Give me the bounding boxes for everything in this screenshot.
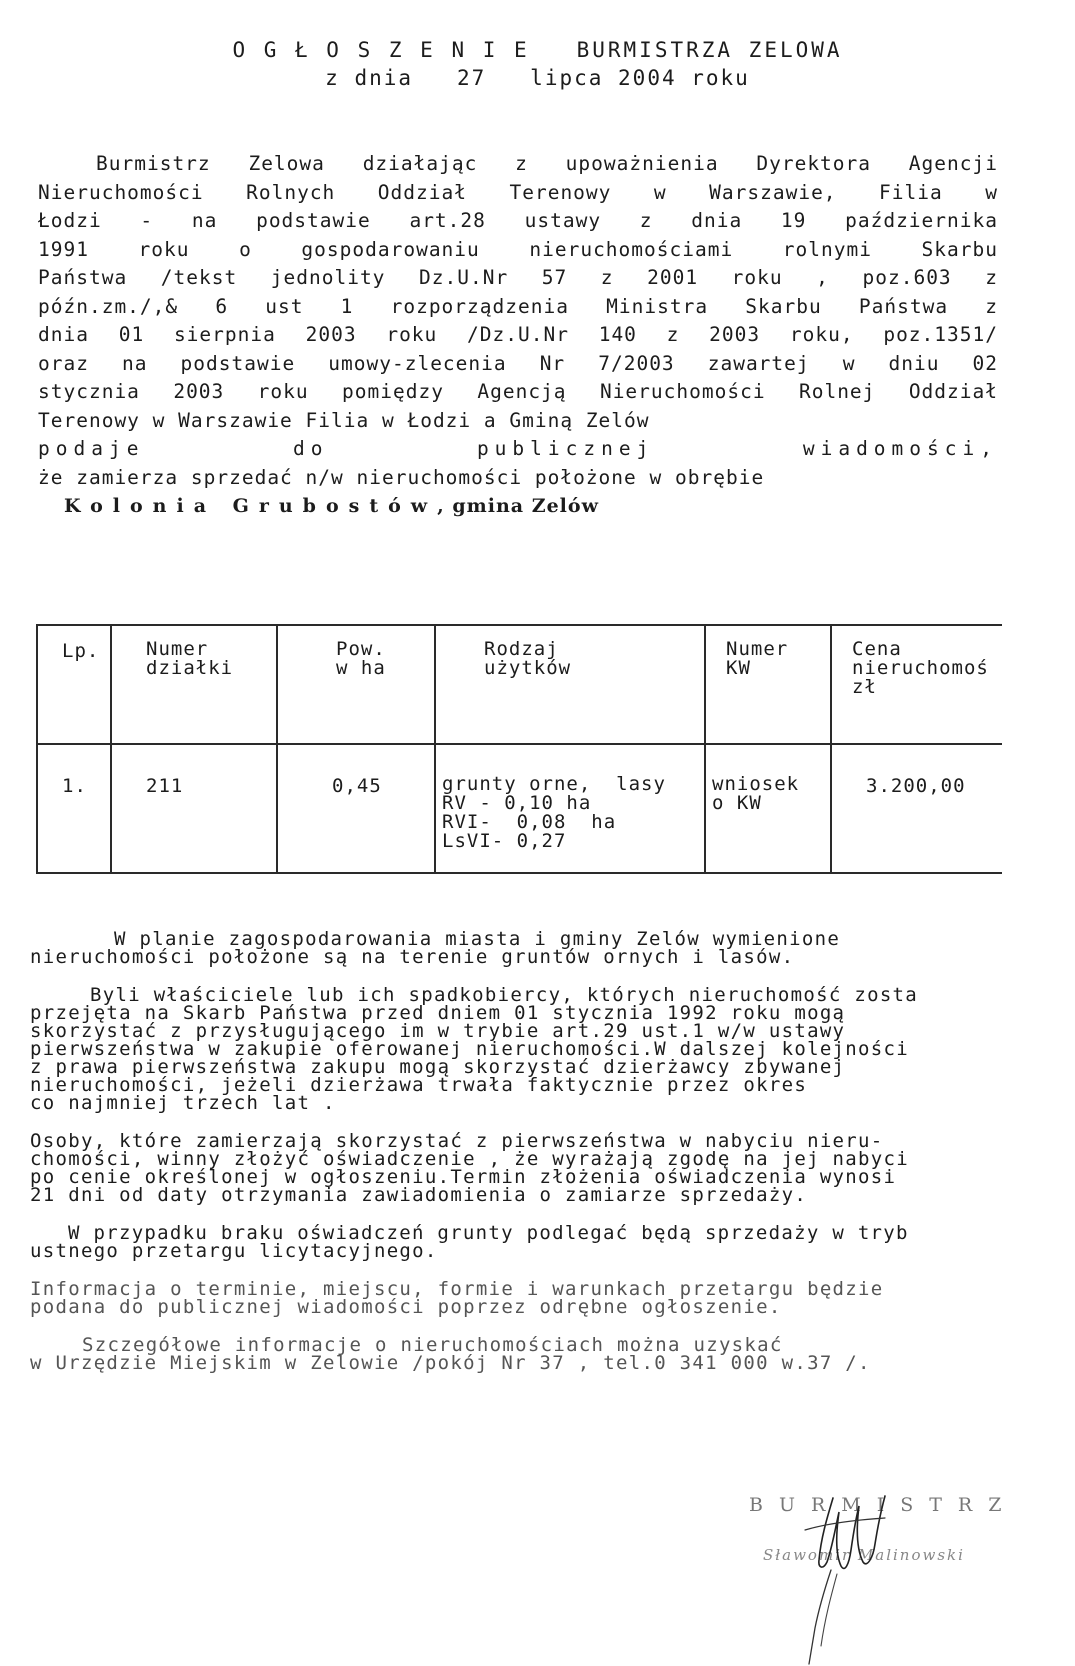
header-cell bbox=[831, 625, 1002, 744]
cell-pow: 0,45 bbox=[332, 775, 382, 797]
intro-line: Państwa /tekst jednolity Dz.U.Nr 57 z 2001 roku , poz.603 z bbox=[38, 266, 998, 289]
cell-lp: 1. bbox=[62, 775, 87, 797]
paragraph-line: podana do publicznej wiadomości poprzez odrębne ogłoszenie. bbox=[30, 1296, 782, 1318]
header-cell bbox=[277, 625, 435, 744]
paragraph-line: nieruchomości, jeżeli dzierżawa trwała faktycznie przez okres bbox=[30, 1074, 808, 1096]
header-cell bbox=[37, 625, 111, 744]
paragraph-line: po cenie określonej w ogłoszeniu.Termin złożenia oświadczenia wynosi bbox=[30, 1166, 897, 1188]
header-lp: Lp. bbox=[62, 640, 100, 662]
paragraph-line: skorzystać z przysługującego im w trybie art.29 ust.1 w/w ustawy bbox=[30, 1020, 846, 1042]
paragraph-line: W przypadku braku oświadczeń grunty podlegać będą sprzedaży w tryb bbox=[68, 1222, 909, 1244]
paragraph-line: Byli właściciele lub ich spadkobiercy, których nieruchomość zosta bbox=[90, 984, 919, 1006]
village-line bbox=[38, 492, 998, 521]
paragraph-line: przejęta na Skarb Państwa przed dniem 01 stycznia 1992 roku mogą bbox=[30, 1002, 846, 1024]
header-cena: Cena nieruchomoś zł bbox=[852, 638, 989, 698]
cell-numer-kw: wniosek o KW bbox=[712, 773, 800, 814]
intro-line: stycznia 2003 roku pomiędzy Agencją Nieruchomości Rolnej Oddział bbox=[38, 380, 998, 403]
paragraph-zoning bbox=[30, 930, 1035, 966]
table-row bbox=[37, 744, 1002, 873]
intro-line: 1991 roku o gospodarowaniu nieruchomościami rolnymi Skarbu bbox=[38, 237, 998, 261]
intro-line: Burmistrz Zelowa działając z upoważnienia Dyrektora Agencji bbox=[96, 152, 998, 175]
header-cell bbox=[111, 625, 277, 744]
paragraph-line: ustnego przetargu licytacyjnego. bbox=[30, 1240, 438, 1262]
cell bbox=[435, 744, 705, 873]
paragraph-line: chomości, winny złożyć oświadczenie , że wyrażają zgodę na jej nabyci bbox=[30, 1148, 909, 1170]
cell bbox=[111, 744, 277, 873]
table-header-row bbox=[37, 625, 1002, 744]
paragraph-line: nieruchomości położone są na terenie gruntów ornych i lasów. bbox=[30, 946, 795, 968]
paragraph-line: Informacja o terminie, miejscu, formie i warunkach przetargu będzie bbox=[30, 1278, 884, 1300]
cell bbox=[831, 744, 1002, 873]
intro-line: dnia 01 sierpnia 2003 roku /Dz.U.Nr 140 z 2003 roku, poz.1351/ bbox=[38, 323, 998, 346]
intro-line: Nieruchomości Rolnych Oddział Terenowy w Warszawie, Filia w bbox=[38, 180, 998, 204]
cell bbox=[37, 744, 111, 873]
paragraph-contact bbox=[30, 1336, 1035, 1372]
signature-title: BURMISTRZ bbox=[749, 1494, 1018, 1516]
intro-line-spaced: podaje do publicznej wiadomości, bbox=[38, 437, 998, 460]
paragraph-auction bbox=[30, 1224, 1035, 1260]
paragraph-line: pierwszeństwa w zakupie oferowanej nieruchomości.W dalszej kolejności bbox=[30, 1038, 909, 1060]
paragraph-line: Szczegółowe informacje o nieruchomościach można uzyskać bbox=[82, 1334, 783, 1356]
paragraph-line: 21 dni od daty otrzymania zawiadomienia o zamiarze sprzedaży. bbox=[30, 1184, 808, 1206]
document-date: z dnia 27 lipca 2004 roku bbox=[325, 66, 750, 90]
header-numer-kw: Numer KW bbox=[726, 638, 789, 679]
paragraph-declaration bbox=[30, 1132, 1035, 1204]
village-suffix: , gmina Zelów bbox=[437, 495, 599, 517]
header-cell bbox=[435, 625, 705, 744]
header-rodzaj: Rodzaj użytków bbox=[484, 638, 572, 679]
intro-line: Terenowy w Warszawie Filia w Łodzi a Gminą Zelów bbox=[38, 408, 650, 432]
signature-stamp bbox=[735, 1478, 1035, 1666]
header-cell bbox=[705, 625, 831, 744]
header-pow: Pow. w ha bbox=[336, 638, 386, 679]
header-numer-dzialki: Numer działki bbox=[146, 638, 234, 679]
cell-rodzaj: grunty orne, lasy RV - 0,10 ha RVI- 0,08 ha LsVI- 0,27 bbox=[442, 773, 666, 852]
paragraph-line: w Urzędzie Miejskim w Zelowie /pokój Nr 37 , tel.0 341 000 w.37 /. bbox=[30, 1352, 871, 1374]
notice-body bbox=[30, 930, 1035, 1392]
property-table bbox=[36, 624, 1002, 874]
intro-line: oraz na podstawie umowy-zlecenia Nr 7/2003 zawartej w dniu 02 bbox=[38, 351, 998, 375]
intro-line: że zamierza sprzedać n/w nieruchomości położone w obrębie bbox=[38, 465, 765, 489]
cell-numer-dzialki: 211 bbox=[146, 775, 184, 797]
paragraph-line: Osoby, które zamierzają skorzystać z pierwszeństwa w nabyciu nieru- bbox=[30, 1130, 884, 1152]
document-title: O G Ł O S Z E N I E BURMISTRZA ZELOWA bbox=[232, 38, 843, 62]
paragraph-line: co najmniej trzech lat . bbox=[30, 1092, 336, 1114]
paragraph-former-owners bbox=[30, 986, 1035, 1112]
cell bbox=[705, 744, 831, 873]
intro-line: Łodzi - na podstawie art.28 ustawy z dnia 19 października bbox=[38, 209, 998, 232]
paragraph-line: z prawa pierwszeństwa zakupu mogą skorzystać dzierżawcy zbywanej bbox=[30, 1056, 846, 1078]
intro-line: późn.zm./,& 6 ust 1 rozporządzenia Ministra Skarbu Państwa z bbox=[38, 294, 998, 318]
village-name: Kolonia Grubostów bbox=[64, 495, 438, 517]
paragraph-information bbox=[30, 1280, 1035, 1316]
cell bbox=[277, 744, 435, 873]
cell-cena: 3.200,00 bbox=[866, 775, 966, 797]
paragraph-line: W planie zagospodarowania miasta i gminy Zelów wymienione bbox=[114, 928, 841, 950]
handwritten-signature bbox=[735, 1478, 1035, 1666]
signature-name: Sławomir Malinowski bbox=[763, 1546, 965, 1564]
intro-paragraph bbox=[38, 150, 998, 521]
